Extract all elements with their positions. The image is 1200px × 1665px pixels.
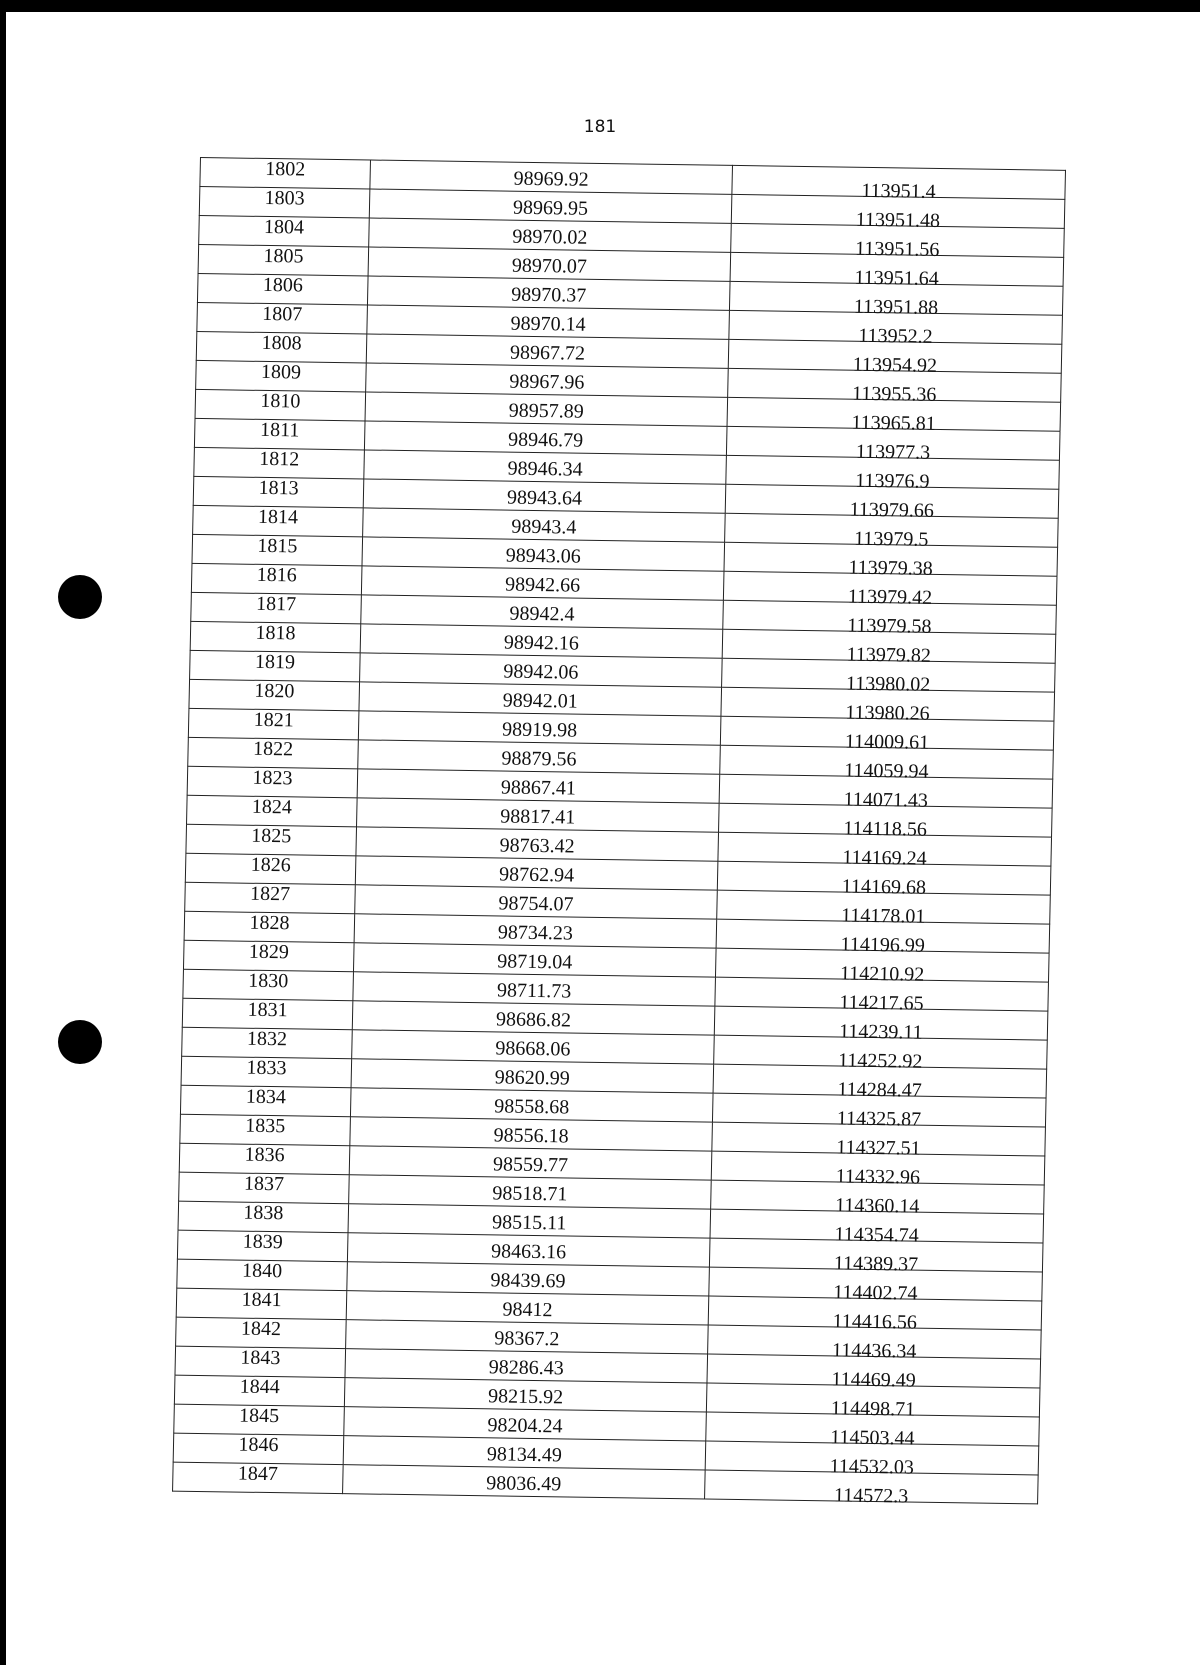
cell-value: 1807 bbox=[262, 302, 303, 326]
cell-value: 113955.36 bbox=[851, 382, 937, 406]
table-cell bbox=[187, 795, 358, 827]
cell-value: 1838 bbox=[243, 1201, 284, 1225]
cell-value: 98969.95 bbox=[512, 196, 589, 220]
cell-value: 113979.58 bbox=[847, 614, 932, 638]
cell-value: 114059.94 bbox=[843, 759, 929, 783]
cell-value: 98946.79 bbox=[507, 428, 584, 452]
cell-value: 1809 bbox=[260, 360, 302, 384]
table-cell bbox=[183, 940, 354, 972]
cell-value: 98970.02 bbox=[512, 225, 588, 249]
table-body bbox=[173, 157, 1066, 1508]
table-cell bbox=[188, 708, 359, 740]
cell-value: 114217.65 bbox=[839, 991, 924, 1015]
cell-value: 114360.14 bbox=[834, 1194, 920, 1218]
cell-value: 113951.64 bbox=[854, 266, 940, 290]
cell-value: 98711.73 bbox=[496, 979, 572, 1003]
cell-value: 98439.69 bbox=[490, 1269, 566, 1293]
cell-value: 1812 bbox=[258, 447, 300, 471]
cell-value: 113976.9 bbox=[855, 469, 930, 493]
table-cell bbox=[177, 1230, 348, 1262]
cell-value: 1832 bbox=[246, 1027, 288, 1051]
cell-value: 1845 bbox=[238, 1404, 280, 1428]
cell-value: 1808 bbox=[261, 331, 302, 355]
cell-value: 113980.02 bbox=[845, 672, 931, 696]
cell-value: 98668.06 bbox=[495, 1037, 571, 1061]
cell-value: 1805 bbox=[263, 244, 304, 268]
table-cell bbox=[190, 621, 361, 653]
cell-value: 98970.37 bbox=[510, 283, 587, 307]
table-cell bbox=[199, 186, 370, 218]
cell-value: 98204.24 bbox=[487, 1414, 563, 1438]
cell-value: 114071.43 bbox=[843, 788, 929, 812]
cell-value: 1828 bbox=[249, 911, 290, 935]
cell-value: 113951.48 bbox=[855, 208, 941, 232]
cell-value: 98867.41 bbox=[500, 776, 577, 800]
cell-value: 114118.56 bbox=[843, 817, 928, 841]
cell-value: 113979.42 bbox=[847, 585, 933, 609]
cell-value: 98957.89 bbox=[508, 399, 585, 423]
cell-value: 1827 bbox=[249, 882, 291, 906]
cell-value: 113951.4 bbox=[861, 179, 936, 203]
cell-value: 98879.56 bbox=[501, 747, 577, 771]
cell-value: 1831 bbox=[247, 998, 288, 1022]
cell-value: 98036.49 bbox=[486, 1472, 562, 1496]
cell-value: 1835 bbox=[244, 1114, 286, 1138]
table-cell bbox=[198, 244, 369, 276]
cell-value: 98942.01 bbox=[502, 689, 578, 713]
table-cell bbox=[173, 1433, 344, 1465]
table-cell bbox=[183, 969, 354, 1001]
cell-value: 98734.23 bbox=[497, 921, 574, 945]
table-cell bbox=[186, 824, 357, 856]
cell-value: 114178.01 bbox=[840, 904, 926, 928]
table-cell bbox=[190, 650, 361, 682]
cell-value: 98134.49 bbox=[486, 1443, 563, 1467]
cell-value: 1806 bbox=[262, 273, 304, 297]
cell-value: 1842 bbox=[240, 1317, 282, 1341]
table-cell bbox=[180, 1114, 351, 1146]
table-cell bbox=[193, 476, 364, 508]
table-cell bbox=[192, 534, 363, 566]
table-cell bbox=[188, 737, 359, 769]
cell-value: 114469.49 bbox=[831, 1368, 916, 1392]
cell-value: 113952.2 bbox=[858, 324, 933, 348]
cell-value: 98719.04 bbox=[497, 950, 573, 974]
cell-value: 113965.81 bbox=[851, 411, 936, 435]
cell-value: 1811 bbox=[259, 418, 300, 442]
table-cell bbox=[195, 389, 366, 421]
table-cell bbox=[176, 1317, 347, 1349]
cell-value: 1816 bbox=[256, 563, 297, 587]
table-cell bbox=[182, 1027, 353, 1059]
table-cell bbox=[185, 882, 356, 914]
table-cell bbox=[194, 418, 365, 450]
table-cell bbox=[178, 1201, 349, 1233]
cell-value: 1830 bbox=[248, 969, 289, 993]
table-cell bbox=[174, 1375, 345, 1407]
cell-value: 1843 bbox=[240, 1346, 281, 1370]
cell-value: 113979.38 bbox=[848, 556, 933, 580]
cell-value: 98556.18 bbox=[493, 1124, 569, 1148]
table-cell bbox=[191, 592, 362, 624]
cell-value: 113979.5 bbox=[853, 527, 929, 551]
cell-value: 98515.11 bbox=[491, 1211, 567, 1235]
cell-value: 1817 bbox=[255, 592, 297, 616]
cell-value: 114416.56 bbox=[832, 1310, 918, 1334]
cell-value: 1839 bbox=[242, 1230, 284, 1254]
table-cell bbox=[179, 1172, 350, 1204]
table-cell bbox=[176, 1288, 347, 1320]
cell-value: 113977.3 bbox=[855, 440, 931, 464]
cell-value: 1829 bbox=[248, 940, 290, 964]
cell-value: 1826 bbox=[250, 853, 291, 877]
cell-value: 114498.71 bbox=[830, 1397, 916, 1421]
cell-value: 1834 bbox=[245, 1085, 287, 1109]
page-number: 181 bbox=[583, 117, 617, 137]
table-cell bbox=[182, 998, 353, 1030]
cell-value: 114325.87 bbox=[836, 1107, 922, 1131]
cell-value: 113980.26 bbox=[845, 701, 930, 725]
cell-value: 114503.44 bbox=[830, 1426, 915, 1450]
cell-value: 98967.96 bbox=[509, 370, 585, 394]
cell-value: 98762.94 bbox=[498, 863, 575, 887]
table-cell bbox=[193, 505, 364, 537]
cell-value: 98970.07 bbox=[511, 254, 588, 278]
cell-value: 98970.14 bbox=[510, 312, 586, 336]
table-cell bbox=[196, 331, 367, 363]
table-cell bbox=[343, 1465, 706, 1499]
cell-value: 114252.92 bbox=[837, 1049, 923, 1073]
cell-value: 98919.98 bbox=[501, 718, 578, 742]
cell-value: 98942.06 bbox=[503, 660, 579, 684]
cell-value: 114196.99 bbox=[840, 933, 926, 957]
table-cell bbox=[184, 911, 355, 943]
cell-value: 1802 bbox=[265, 157, 306, 181]
cell-value: 98817.41 bbox=[500, 805, 576, 829]
cell-value: 1803 bbox=[264, 186, 305, 210]
cell-value: 114436.34 bbox=[831, 1339, 917, 1363]
cell-value: 1820 bbox=[254, 679, 295, 703]
cell-value: 1818 bbox=[255, 621, 296, 645]
cell-value: 98620.99 bbox=[494, 1066, 571, 1090]
cell-value: 1825 bbox=[251, 824, 292, 848]
cell-value: 1823 bbox=[252, 766, 293, 790]
cell-value: 98763.42 bbox=[499, 834, 575, 858]
table-cell bbox=[185, 853, 356, 885]
cell-value: 98946.34 bbox=[507, 457, 583, 481]
cell-value: 1833 bbox=[246, 1056, 287, 1080]
cell-value: 114239.11 bbox=[838, 1020, 923, 1044]
table-cell bbox=[199, 215, 370, 247]
cell-value: 1810 bbox=[260, 389, 301, 413]
cell-value: 1815 bbox=[257, 534, 298, 558]
cell-value: 98942.16 bbox=[503, 631, 580, 655]
cell-value: 1844 bbox=[239, 1375, 280, 1399]
cell-value: 98969.92 bbox=[513, 167, 589, 191]
table-cell bbox=[196, 360, 367, 392]
cell-value: 1836 bbox=[244, 1143, 285, 1167]
cell-value: 98943.06 bbox=[505, 544, 581, 568]
cell-value: 114169.68 bbox=[841, 875, 927, 899]
cell-value: 114327.51 bbox=[836, 1136, 921, 1160]
cell-value: 1837 bbox=[243, 1172, 285, 1196]
cell-value: 1821 bbox=[253, 708, 294, 732]
cell-value: 98942.4 bbox=[509, 602, 575, 626]
cell-value: 1846 bbox=[238, 1433, 279, 1457]
cell-value: 1840 bbox=[241, 1259, 283, 1283]
cell-value: 113951.56 bbox=[854, 237, 940, 261]
data-table-container bbox=[172, 157, 1066, 1508]
cell-value: 114284.47 bbox=[837, 1078, 923, 1102]
cell-value: 114169.24 bbox=[842, 846, 927, 870]
cell-value: 114354.74 bbox=[834, 1223, 919, 1247]
cell-value: 98558.68 bbox=[493, 1095, 570, 1119]
table-cell bbox=[194, 447, 365, 479]
cell-value: 113954.92 bbox=[852, 353, 938, 377]
cell-value: 114389.37 bbox=[833, 1252, 919, 1276]
cell-value: 114572.3 bbox=[833, 1484, 909, 1508]
table-cell bbox=[197, 273, 368, 305]
cell-value: 113979.66 bbox=[849, 498, 935, 522]
cell-value: 114402.74 bbox=[833, 1281, 918, 1305]
table-cell bbox=[181, 1056, 352, 1088]
cell-value: 1847 bbox=[237, 1462, 279, 1486]
cell-value: 114332.96 bbox=[835, 1165, 921, 1189]
cell-value: 114009.61 bbox=[844, 730, 930, 754]
table-cell bbox=[179, 1143, 350, 1175]
cell-value: 1804 bbox=[263, 215, 305, 239]
cell-value: 98559.77 bbox=[492, 1153, 569, 1177]
cell-value: 98412 bbox=[502, 1298, 553, 1322]
table-cell bbox=[187, 766, 358, 798]
cell-value: 98463.16 bbox=[490, 1240, 567, 1264]
cell-value: 98967.72 bbox=[509, 341, 586, 365]
punch-hole-bottom bbox=[58, 1020, 102, 1064]
cell-value: 98367.2 bbox=[494, 1327, 560, 1351]
table-cell bbox=[200, 158, 371, 190]
table-cell bbox=[191, 563, 362, 595]
cell-value: 98942.66 bbox=[504, 573, 581, 597]
table-cell bbox=[174, 1404, 345, 1436]
punch-hole-top bbox=[58, 575, 102, 619]
cell-value: 1813 bbox=[258, 476, 299, 500]
cell-value: 98754.07 bbox=[498, 892, 574, 916]
cell-value: 98943.64 bbox=[506, 486, 583, 510]
cell-value: 1841 bbox=[241, 1288, 282, 1312]
cell-value: 98686.82 bbox=[495, 1008, 572, 1032]
cell-value: 98943.4 bbox=[511, 515, 577, 539]
table-cell bbox=[180, 1085, 351, 1117]
table-cell bbox=[189, 679, 360, 711]
data-table bbox=[172, 157, 1066, 1508]
cell-value: 113979.82 bbox=[846, 643, 932, 667]
table-cell bbox=[173, 1462, 344, 1494]
cell-value: 1814 bbox=[257, 505, 299, 529]
cell-value: 1822 bbox=[252, 737, 294, 761]
cell-value: 114210.92 bbox=[839, 962, 925, 986]
table-cell bbox=[197, 302, 368, 334]
cell-value: 98215.92 bbox=[487, 1385, 564, 1409]
cell-value: 1819 bbox=[254, 650, 296, 674]
cell-value: 98518.71 bbox=[492, 1182, 568, 1206]
cell-value: 114532.03 bbox=[829, 1455, 915, 1479]
cell-value: 98286.43 bbox=[488, 1356, 564, 1380]
table-cell bbox=[175, 1346, 346, 1378]
table-cell bbox=[177, 1259, 348, 1291]
cell-value: 1824 bbox=[251, 795, 293, 819]
cell-value: 113951.88 bbox=[853, 295, 939, 319]
